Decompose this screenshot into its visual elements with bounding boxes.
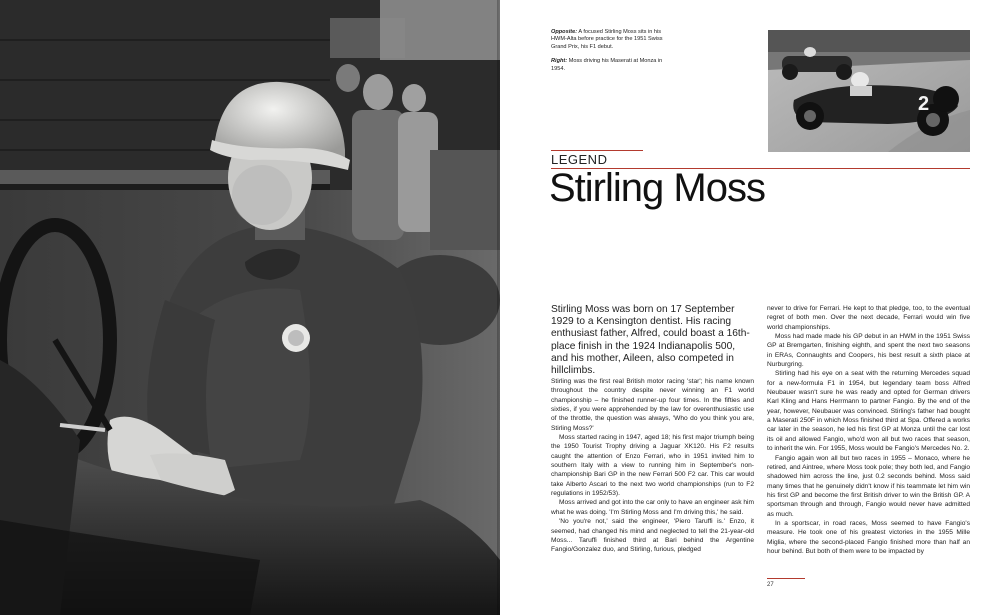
paragraph: Stirling was the first real British motor racing 'star'; his name known throughout the country despite never winning an F1 world championship – he finished runner-up four times. In the fifties and sixties, if you were apprehended by the law for overenthusiastic use of the throttle, the question was always, 'Who do you think you are, Stirling Moss?' <box>551 378 754 432</box>
section-label: LEGEND <box>551 152 608 167</box>
intro-paragraph: Stirling Moss was born on 17 September 1929 to a Kensington dentist. His racing enthusiast father, Alfred, could boast a 16th-place finish in the 1924 Indianapolis 500, and his mother, Aileen, also competed in hillclimbs. <box>551 304 750 377</box>
paragraph: 'No you're not,' said the engineer, 'Piero Taruffi is.' Enzo, it seemed, had changed his mind and neglected to tell the 21-year-old Moss... Taruffi finished third at Bari behind the Argentine Fangio/Gonzalez duo, and Stirling, furious, pledged <box>551 518 754 554</box>
body-column-2 <box>767 304 970 556</box>
article-title: Stirling Moss <box>549 166 765 210</box>
section-rule <box>551 150 643 151</box>
paragraph: never to drive for Ferrari. He kept to that pledge, too, to the eventual regret of both men. Over the next decade, Ferrari would win five world championships. <box>767 305 970 331</box>
caption-text: Moss driving his Maserati at Monza in 1954. <box>551 58 663 72</box>
folio-rule <box>767 578 805 579</box>
caption-lead: Right: <box>551 58 568 65</box>
paragraph: Moss had made made his GP debut in an HWM in the 1951 Swiss GP at Bremgarten, finishing eighth, and spent the next two seasons in ERAs, Connaughts and Coopers, his best result a sixth place at Nurburgring. <box>767 333 970 369</box>
body-column-1 <box>551 377 754 555</box>
svg-text:2: 2 <box>918 93 930 115</box>
paragraph: Fangio again won all but two races in 1955 – Monaco, where he retired, and Aintree, where Moss took pole; they both led, and Fangio shadowed him across the line, just 0.2 seconds behind. Moss said many times that he genuinely didn't know if his teammate let him win his first GP and become the first British driver to win the British GP. A sportsman through and through, Fangio would never have admitted as much. <box>767 454 970 518</box>
caption-opposite <box>551 29 669 51</box>
caption-right <box>551 58 669 73</box>
caption-lead: Opposite: <box>551 29 578 35</box>
paragraph: In a sportscar, in road races, Moss seemed to have Fangio's measure. He took one of his greatest victories in the 1955 Mille Miglia, where the second-placed Fangio finished more than half an hour behind. But both of them were to be impacted by <box>767 519 970 555</box>
photo-captions <box>551 29 669 80</box>
caption-text: A focused Stirling Moss sits in his HWM-Alta before practice for the 1951 Swiss Grand Prix, his F1 debut. <box>551 29 663 50</box>
page-number: 27 <box>767 582 774 588</box>
paragraph: Moss arrived and got into the car only to have an engineer ask him what he was doing. 'I'm Stirling Moss and I'm driving this,' he said. <box>551 499 754 516</box>
paragraph: Stirling had his eye on a seat with the returning Mercedes squad for a new-formula F1 in 1954, but legendary team boss Alfred Neubauer wasn't sure he was ready and opted for German drivers Karl Kling and Hans Herrmann to partner Fangio. By the end of the year, however, Neubauer was convinced. Stirling's father had bought a Maserati 250F in which Moss finished third at Spa. Offered a works car later in the season, he led his first GP at Monza until the car lost its oil and allowed Fangio, who'd won all but two races that season, to inherit the win. For 1955, Moss would be Fangio's Mercedes No. 2. <box>767 370 970 453</box>
paragraph: Moss started racing in 1947, aged 18; his first major triumph being the 1950 Tourist Trophy driving a Jaguar XK120. His F2 results caught the attention of Enzo Ferrari, who in 1951 invited him to southern Italy with a view to running him in September's non-championship Bari GP in the new Ferrari 500 F2 car. This car would take Alberto Ascari to the next two world championships (run to F2 regulations in 1952/53). <box>551 434 754 498</box>
maserati-race-photo <box>768 30 970 152</box>
